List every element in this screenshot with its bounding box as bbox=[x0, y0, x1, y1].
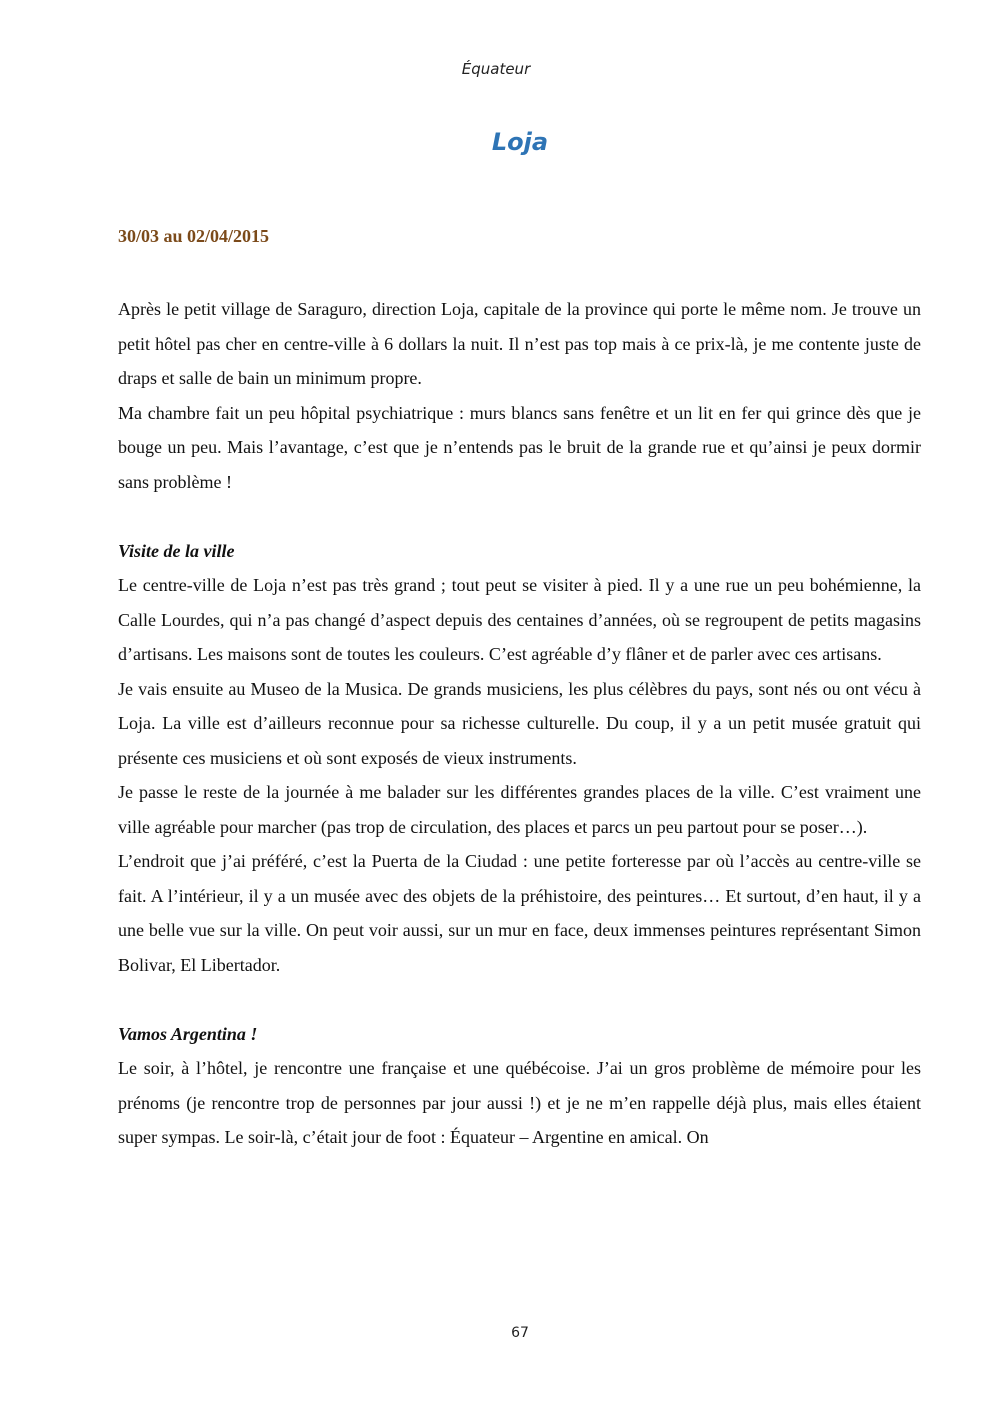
section-heading: Visite de la ville bbox=[118, 540, 235, 561]
paragraph: Ma chambre fait un peu hôpital psychiatrique : murs blancs sans fenêtre et un lit en fer qui grince dès que je bouge un peu. Mais l’avantage, c’est que je n’entends pas le bruit de la grande rue et qu’ainsi je peux dormir sans problème ! bbox=[118, 402, 921, 492]
paragraph: Je vais ensuite au Museo de la Musica. De grands musiciens, les plus célèbres du pays, sont nés ou ont vécu à Loja. La ville est d’ailleurs reconnue pour sa richesse culturelle. Du coup, il y a un petit musée gratuit qui présente ces musiciens et où sont exposés de vieux instruments. bbox=[118, 678, 921, 768]
paragraph: L’endroit que j’ai préféré, c’est la Puerta de la Ciudad : une petite forteresse par où l’accès au centre-ville se fait. A l’intérieur, il y a un musée avec des objets de la préhistoire, des peintures… Et surtout, d’en haut, il y a une belle vue sur la ville. On peut voir aussi, sur un mur en face, deux immenses peintures représentant Simon Bolivar, El Libertador. bbox=[118, 851, 921, 975]
body-text bbox=[118, 292, 921, 1155]
spacer bbox=[118, 982, 921, 1017]
spacer bbox=[118, 499, 921, 534]
section-heading: Vamos Argentina ! bbox=[118, 1023, 258, 1044]
running-header: Équateur bbox=[461, 60, 531, 78]
chapter-title: Loja bbox=[491, 128, 549, 156]
paragraph: Le soir, à l’hôtel, je rencontre une française et une québécoise. J’ai un gros problème de mémoire pour les prénoms (je rencontre trop de personnes par jour aussi !) et je ne m’en rappelle déjà plus, mais elles étaient super sympas. Le soir-là, c’était jour de foot : Équateur – Argentine en amical. On bbox=[118, 1058, 921, 1147]
date-range: 30/03 au 02/04/2015 bbox=[118, 226, 270, 246]
paragraph: Le centre-ville de Loja n’est pas très grand ; tout peut se visiter à pied. Il y a une rue un peu bohémienne, la Calle Lourdes, qui n’a pas changé d’aspect depuis des centaines d’années, où se regroupent de petits magasins d’artisans. Les maisons sont de toutes les couleurs. C’est agréable d’y flâner et de parler avec ces artisans. bbox=[118, 575, 921, 664]
paragraph: Après le petit village de Saraguro, direction Loja, capitale de la province qui porte le même nom. Je trouve un petit hôtel pas cher en centre-ville à 6 dollars la nuit. Il n’est pas top mais à ce prix-là, je me contente juste de draps et salle de bain un minimum propre. bbox=[118, 299, 921, 388]
page-number: 67 bbox=[511, 1325, 529, 1341]
paragraph: Je passe le reste de la journée à me balader sur les différentes grandes places de la ville. C’est vraiment une ville agréable pour marcher (pas trop de circulation, des places et parcs un peu partout pour se poser…). bbox=[118, 782, 921, 837]
